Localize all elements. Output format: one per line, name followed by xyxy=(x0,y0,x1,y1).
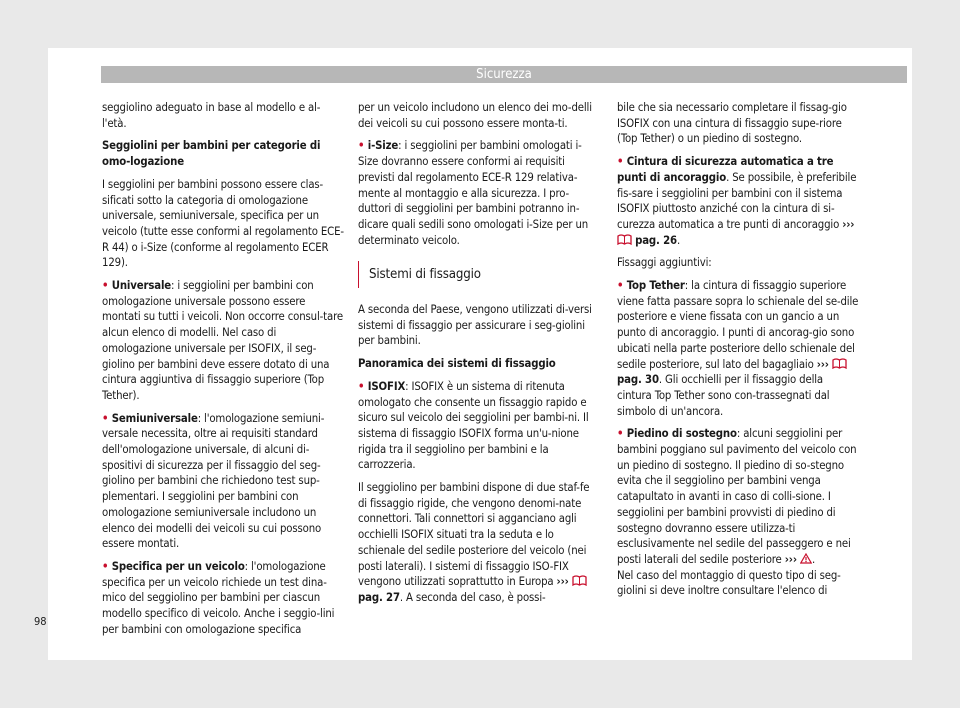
bullet-icon: • xyxy=(102,411,112,425)
ref-arrow: ››› xyxy=(556,575,569,589)
paragraph: per un veicolo includono un elenco dei mo-delli dei veicoli su cui possono essere monta-ti. xyxy=(358,101,592,130)
subheading: Seggiolini per bambini per categorie di omo-logazione xyxy=(102,139,321,169)
bullet-item xyxy=(617,278,859,419)
page-number: 98 xyxy=(34,615,47,628)
paragraph: bile che sia necessario completare il fissag-gio ISOFIX con una cintura di fissaggio supe-riore (Top Tether) o un piedino di sostegno. xyxy=(617,101,847,146)
bullet-term: Piedino di sostegno xyxy=(626,427,737,441)
bullet-item xyxy=(102,559,344,638)
ref-arrow: ››› xyxy=(842,217,855,231)
bullet-item xyxy=(102,278,344,404)
column-3 xyxy=(617,100,859,606)
bullet-icon: • xyxy=(102,559,112,573)
page xyxy=(34,48,912,660)
bullet-icon: • xyxy=(617,155,627,169)
bullet-text: : ISOFIX è un sistema di ritenuta omologato che consente un fissaggio rapido e sicuro sul veicolo dei seggiolini per bambi-ni. Il sistema di fissaggio ISOFIX forma un'u-nione rigida tra il seggiolino per bambini e la carrozzeria. xyxy=(358,379,589,472)
bullet-text: : la cintura di fissaggio superiore viene fatta passare sopra lo schienale del se-dile posteriore e viene fissata con un gancio a un punto di ancoraggio. I punti di ancorag-gio sono ubicati nella parte posteriore dello schienale del sedile posteriore, sul lato del bagagliaio xyxy=(617,279,859,371)
paragraph: I seggiolini per bambini possono essere clas-sificati sotto la categoria di omologazione universale, semiuniversale, specifica per un veicolo (tutte esse conformi al regolamento ECE-R 44) o i-Size (conforme al regolamento ECER 129). xyxy=(102,177,344,270)
page-reference-link[interactable]: pag. 26 xyxy=(635,233,677,247)
bullet-term: i-Size xyxy=(367,139,399,153)
bullet-term: Top Tether xyxy=(626,279,685,293)
bullet-text: . Gli occhielli per il fissaggio della cintura Top Tether sono con-trassegnati dal simbolo di un'ancora. xyxy=(617,373,830,418)
ref-arrow: ››› xyxy=(784,552,797,566)
ref-arrow: ››› xyxy=(816,357,829,371)
bullet-text: : i seggiolini per bambini omologati i-Size dovranno essere conformi ai requisiti previsti dal regolamento ECE-R 129 relativa-mente al montaggio e alla sicurezza. I pro-duttori di seggiolini per bambini potranno in-dicare quali sedili sono omologati i-Size per un determinato veicolo. xyxy=(358,139,589,247)
subheading: Panoramica dei sistemi di fissaggio xyxy=(358,357,556,371)
paragraph: seggiolino adeguato in base al modello e al-l'età. xyxy=(102,101,321,130)
book-icon xyxy=(617,234,632,245)
bullet-item xyxy=(358,138,600,248)
section-title: Sistemi di fissaggio xyxy=(358,261,600,288)
page-reference-link[interactable]: pag. 27 xyxy=(358,590,400,604)
bullet-text: : alcuni seggiolini per bambini poggiano sul pavimento del veicolo con un piedino di sostegno. Il piedino di so-stegno evita che il seggiolino per bambini venga catapultato in avanti in caso di colli-sione. I seggiolini per bambini provvisti di piedino di sostegno dovranno essere utilizza-ti esclusivamente nel sedile del passeggero e nei posti laterali del sedile posteriore xyxy=(617,427,857,566)
bullet-text: : i seggiolini per bambini con omologazione universale possono essere montati su tutti i veicoli. Non occorre consul-tare alcun elenco di modelli. Nel caso di omologazione universale per ISOFIX, il seg-giolino per bambini deve essere dotato di una cintura aggiuntiva di fissaggio superiore (Top Tether). xyxy=(102,279,343,402)
page-header: Sicurezza xyxy=(101,66,907,83)
warning-icon[interactable] xyxy=(800,553,812,564)
page-reference-link[interactable]: pag. 30 xyxy=(617,373,659,387)
bullet-icon: • xyxy=(617,427,627,441)
bullet-item: • Piedino di sostegno: alcuni seggiolini per bambini poggiano sul pavimento del veicolo con un piedino di sostegno. Il piedino di so-stegno evita che il seggiolino per bambini venga catapultato in avanti in caso di colli-sione. I seggiolini per bambini provvisti di piedino di sostegno dovranno essere utilizza-ti esclusivamente nel sedile del passeggero e nei posti laterali del sedile posteriore ››› . Nel caso del montaggio di questo tipo di seg-giolini si deve inoltre consultare l'elenco di xyxy=(617,427,857,598)
bullet-item xyxy=(358,379,600,473)
bullet-icon: • xyxy=(358,379,368,393)
bullet-item xyxy=(617,154,859,248)
book-icon xyxy=(572,575,587,586)
bullet-item xyxy=(102,411,344,552)
bullet-icon: • xyxy=(102,279,112,293)
paragraph xyxy=(358,480,600,606)
bullet-term: Specifica per un veicolo xyxy=(111,559,245,573)
bullet-text: : l'omologazione semiuni-versale necessita, oltre ai requisiti standard dell'omologazione universale, di alcuni di-spositivi di sicurezza per il fissaggio del seg-giolino per bambini che richiedono test sup-plementari. I seggiolini per bambini con omologazione semiuniversale includono un elenco dei modelli dei veicoli su cui possono essere montati. xyxy=(102,411,325,551)
bullet-text: . xyxy=(676,233,681,247)
paragraph-text: . A seconda del caso, è possi- xyxy=(399,590,546,604)
column-1 xyxy=(102,100,344,645)
column-2 xyxy=(358,100,600,613)
bullet-icon: • xyxy=(358,139,368,153)
paragraph: Fissaggi aggiuntivi: xyxy=(617,256,712,270)
bullet-term: ISOFIX xyxy=(367,379,406,393)
bullet-text: : l'omologazione specifica per un veicolo richiede un test dina-mico del seggiolino per bambini per ciascun modello specifico di veicolo. Anche i seggio-lini per bambini con omologazione specifica xyxy=(102,559,335,636)
book-icon xyxy=(832,358,847,369)
bullet-text: Nel caso del montaggio di questo tipo di seg-giolini si deve inoltre consultare l'elenco di xyxy=(617,568,841,598)
bullet-term: Semiuniversale xyxy=(111,411,198,425)
paragraph: A seconda del Paese, vengono utilizzati di-versi sistemi di fissaggio per assicurare i seg-giolini per bambini. xyxy=(358,303,592,348)
bullet-term: Cintura di sicurezza automatica a tre punti di ancoraggio xyxy=(617,155,834,184)
bullet-term: Universale xyxy=(111,279,172,293)
paragraph-text: Il seggiolino per bambini dispone di due staf-fe di fissaggio rigide, che vengono denomi-nate connettori. Tali connettori si agganciano agli occhielli ISOFIX situati tra la seduta e lo schienale del sedile posteriore del veicolo (nei posti laterali). I sistemi di fissaggio ISO-FIX vengono utilizzati soprattutto in Europa xyxy=(358,481,590,589)
bullet-text: . Se possibile, è preferibile fis-sare i seggiolini per bambini con il sistema ISOFIX piuttosto anziché con la cintura di si-curezza automatica a tre punti di ancoraggio xyxy=(617,170,857,231)
bullet-icon: • xyxy=(617,279,627,293)
